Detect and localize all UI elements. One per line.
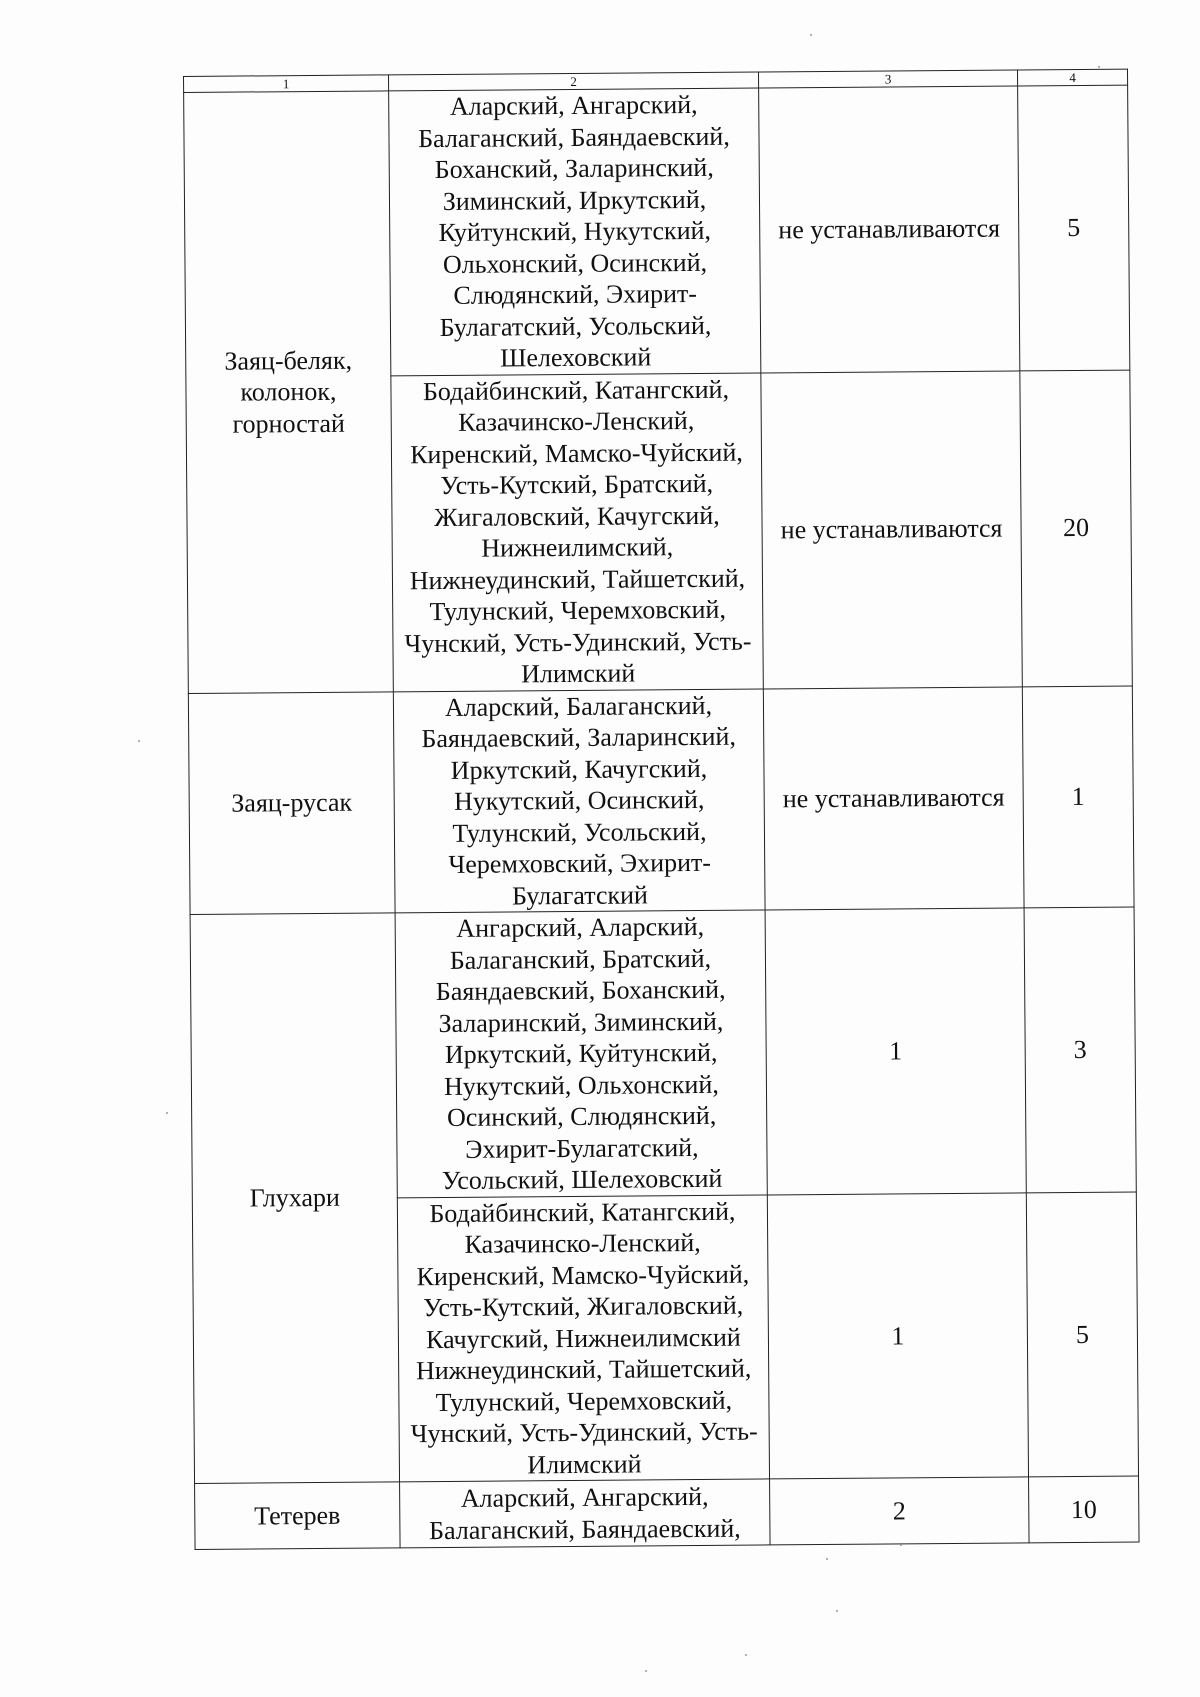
districts-cell: [389, 88, 761, 375]
districts-list: Ангарский, Аларский, Балаганский, Братский, Баяндаевский, Боханский, Заларинский, Зиминский, Иркутский, Куйтунский, Нукутский, Ольхонский, Осинский, Слюдянский, Эхирит-Булагатский, Усольский, Шелеховский: [435, 911, 726, 1195]
species-cell: [190, 913, 399, 1484]
districts-cell: [391, 372, 763, 691]
table-row: [184, 85, 1130, 377]
limit-cell: 20: [1020, 370, 1132, 687]
species-name: Заяц-беляк, колонок, горностай: [224, 345, 353, 439]
species-cell: [195, 1482, 401, 1550]
table-row: [188, 686, 1134, 915]
districts-cell: [395, 910, 767, 1197]
norm-cell: не устанавливаются: [759, 86, 1020, 373]
limit-cell: 5: [1026, 1192, 1138, 1477]
norm-cell: 1: [765, 908, 1026, 1195]
districts-cell: [397, 1194, 769, 1481]
districts-list: Аларский, Ангарский, Балаганский, Баяндаевский, Боханский, Заларинский, Зиминский, Иркутский, Куйтунский, Нукутский, Ольхонский, Осинский, Слюдянский, Эхирит-Булагатский, Усольский, Шелеховский: [418, 89, 730, 373]
norm-cell: 1: [767, 1192, 1028, 1479]
species-name: Глухари: [249, 1183, 341, 1213]
scan-speck: [138, 740, 140, 742]
hunting-norms-table: [183, 69, 1140, 1550]
districts-cell: [400, 1479, 771, 1548]
districts-list: Бодайбинский, Катангский, Казачинско-Ленский, Киренский, Мамско-Чуйский, Усть-Кутский, Братский, Жигаловский, Качугский, Нижнеилимский, Нижнеудинский, Тайшетский, Тулунский, Черемховский, Чунский, Усть-Удинский, Усть-Илимский: [404, 374, 752, 689]
limit-cell: 10: [1029, 1476, 1140, 1543]
districts-list: Аларский, Балаганский, Баяндаевский, Заларинский, Иркутский, Качугский, Нукутский, Осинский, Тулунский, Усольский, Черемховский, Эхирит-Булагатский: [421, 690, 737, 910]
districts-list: Аларский, Ангарский, Балаганский, Баяндаевский,: [429, 1481, 741, 1545]
species-cell: [184, 91, 394, 693]
scan-speck: [900, 1544, 902, 1546]
districts-cell: [393, 688, 765, 912]
scan-speck: [745, 1654, 747, 1656]
scan-speck: [645, 1670, 647, 1672]
column-number-4: 4: [1017, 69, 1127, 86]
norm-cell: не устанавливаются: [761, 370, 1022, 688]
limit-cell: 5: [1018, 85, 1130, 370]
limit-cell: 3: [1024, 907, 1136, 1192]
species-name: Тетерев: [254, 1500, 341, 1531]
species-cell: [188, 691, 395, 914]
table-row: [190, 907, 1136, 1199]
scan-speck: [1098, 66, 1100, 68]
scan-speck: [810, 34, 812, 36]
species-name: Заяц-русак: [231, 787, 353, 818]
table-row: [195, 1476, 1139, 1549]
scan-speck: [826, 1558, 828, 1560]
limit-cell: 1: [1022, 686, 1134, 908]
norm-cell: 2: [770, 1477, 1030, 1545]
districts-list: Бодайбинский, Катангский, Казачинско-Ленский, Киренский, Мамско-Чуйский, Усть-Кутский, Жигаловский, Качугский, Нижнеилимский Нижнеудинский, Тайшетский, Тулунский, Черемховский, Чунский, Усть-Удинский, Усть-Илимский: [410, 1196, 758, 1479]
scan-speck: [166, 1112, 168, 1114]
column-number-1: 1: [184, 75, 389, 93]
column-number-3: 3: [758, 70, 1017, 88]
column-number-2: 2: [388, 72, 758, 91]
norm-cell: не устанавливаются: [763, 686, 1024, 910]
scan-speck: [836, 1610, 838, 1612]
